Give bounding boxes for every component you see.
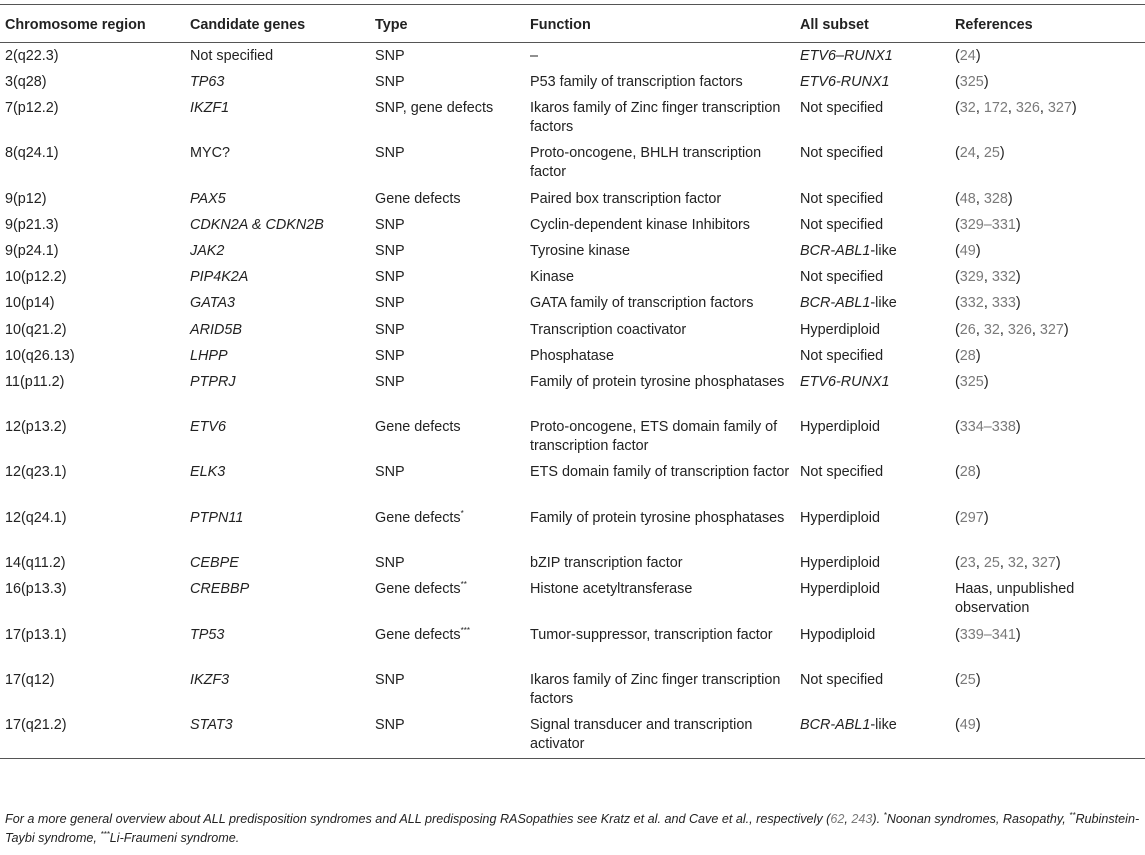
cell-all-subset	[800, 268, 950, 287]
reference-close-paren: )	[975, 243, 981, 259]
subset-italic-part: BCR-ABL1	[800, 295, 871, 311]
cell-function: Transcription coactivator	[530, 322, 687, 338]
reference-link: 25	[983, 145, 1000, 161]
footnote-reference-link: 243	[851, 812, 873, 826]
cell-type	[375, 347, 525, 366]
subset-text: ETV6-RUNX1	[800, 74, 890, 90]
cell-candidate-gene: PAX5	[190, 191, 226, 207]
cell-function: Tumor-suppressor, transcription factor	[530, 627, 773, 643]
reference-link: 333	[991, 295, 1016, 311]
cell-function: Proto-oncogene, ETS domain family of transcription factor	[530, 419, 778, 454]
reference-close-paren: )	[1015, 419, 1021, 435]
reference-link: 28	[959, 348, 976, 364]
cell-chromosome-region: 9(p21.3)	[5, 217, 59, 233]
reference-open-paren: (	[955, 374, 960, 390]
table-row	[0, 238, 1145, 264]
cell-type	[375, 554, 525, 573]
cell-all-subset	[800, 347, 950, 366]
type-text: SNP	[375, 243, 405, 259]
table-row	[0, 317, 1145, 343]
reference-link: 329	[959, 269, 984, 285]
table-header-row	[0, 5, 1145, 42]
cell-references	[955, 47, 1140, 66]
cell-all-subset	[800, 716, 950, 735]
footnote-mark: *	[883, 810, 887, 820]
cell-all-subset	[800, 144, 950, 163]
reference-open-paren: (	[955, 464, 960, 480]
cell-candidate-gene: LHPP	[190, 348, 228, 364]
reference-close-paren: )	[975, 672, 981, 688]
subset-suffix: -like	[870, 717, 897, 733]
type-text: SNP	[375, 322, 405, 338]
reference-open-paren: (	[955, 419, 960, 435]
cell-chromosome-region: 7(p12.2)	[5, 100, 59, 116]
cell-type	[375, 99, 525, 118]
table-row	[0, 505, 1145, 550]
type-text: SNP	[375, 269, 405, 285]
reference-separator: ,	[1007, 100, 1016, 116]
cell-all-subset	[800, 580, 950, 599]
cell-references	[955, 216, 1140, 235]
reference-link: 28	[959, 464, 976, 480]
reference-link: 325	[959, 74, 984, 90]
reference-text: Haas, unpublished observation	[955, 581, 1075, 616]
cell-all-subset	[800, 190, 950, 209]
table-row	[0, 414, 1145, 459]
cell-type	[375, 716, 525, 735]
reference-link: 327	[1047, 100, 1072, 116]
cell-candidate-gene: MYC?	[190, 145, 230, 161]
table-row	[0, 186, 1145, 212]
header-function: Function	[530, 17, 591, 33]
cell-candidate-gene: TP63	[190, 74, 225, 90]
footnote-text: For a more general overview about ALL predisposition syndromes and ALL predisposing RASopathies see Kratz et al. and Cave et al., respectively (	[5, 812, 831, 826]
table-row	[0, 290, 1145, 317]
reference-close-paren: )	[983, 74, 989, 90]
header-references: References	[955, 17, 1033, 33]
cell-function: Ikaros family of Zinc finger transcription factors	[530, 100, 781, 135]
reference-separator: ,	[1039, 100, 1048, 116]
subset-text: Not specified	[800, 464, 884, 480]
subset-text: Not specified	[800, 191, 884, 207]
footnote-reference-link: 62	[830, 812, 845, 826]
cell-candidate-gene: ETV6	[190, 419, 226, 435]
cell-all-subset	[800, 99, 950, 118]
cell-references	[955, 580, 1140, 618]
cell-chromosome-region: 2(q22.3)	[5, 48, 59, 64]
table-row	[0, 95, 1145, 140]
reference-separator: ,	[999, 555, 1008, 571]
cell-chromosome-region: 12(q23.1)	[5, 464, 67, 480]
cell-references	[955, 671, 1140, 690]
reference-close-paren: )	[1015, 295, 1021, 311]
cell-function: Tyrosine kinase	[530, 243, 630, 259]
subset-text: Not specified	[800, 672, 884, 688]
table-row	[0, 459, 1145, 505]
reference-separator: ,	[975, 191, 984, 207]
reference-link: 329–331	[959, 217, 1016, 233]
cell-chromosome-region: 16(p13.3)	[5, 581, 67, 597]
cell-candidate-gene: TP53	[190, 627, 225, 643]
cell-references	[955, 347, 1140, 366]
cell-function: Kinase	[530, 269, 575, 285]
cell-type	[375, 418, 525, 437]
reference-separator: ,	[975, 100, 984, 116]
cell-references	[955, 463, 1140, 482]
cell-all-subset	[800, 294, 950, 313]
type-footnote-mark: **	[460, 580, 467, 590]
header-type: Type	[375, 17, 408, 33]
subset-italic-part: BCR-ABL1	[800, 243, 871, 259]
footnote-note-text: Li-Fraumeni syndrome.	[109, 831, 240, 845]
reference-link: 25	[959, 672, 976, 688]
footnote-note-text: Noonan syndromes, Rasopathy,	[886, 812, 1070, 826]
cell-chromosome-region: 12(p13.2)	[5, 419, 67, 435]
cell-type	[375, 321, 525, 340]
cell-candidate-gene: PIP4K2A	[190, 269, 249, 285]
type-text: Gene defects	[375, 419, 461, 435]
reference-link: 327	[1031, 555, 1056, 571]
cell-candidate-gene: IKZF3	[190, 672, 230, 688]
cell-type	[375, 626, 525, 645]
reference-open-paren: (	[955, 555, 960, 571]
reference-link: 328	[983, 191, 1008, 207]
cell-all-subset	[800, 509, 950, 528]
cell-type	[375, 294, 525, 313]
footnote-refs	[830, 812, 872, 826]
subset-text: ETV6–RUNX1	[800, 48, 893, 64]
footnote-ref-separator: ,	[844, 812, 852, 826]
reference-open-paren: (	[955, 510, 960, 526]
cell-references	[955, 99, 1140, 118]
cell-candidate-gene: GATA3	[190, 295, 236, 311]
type-text: SNP	[375, 672, 405, 688]
reference-open-paren: (	[955, 295, 960, 311]
reference-open-paren: (	[955, 100, 960, 116]
cell-function: P53 family of transcription factors	[530, 74, 743, 90]
cell-type	[375, 73, 525, 92]
reference-link: 23	[959, 555, 976, 571]
cell-all-subset	[800, 216, 950, 235]
cell-type	[375, 509, 525, 528]
cell-references	[955, 190, 1140, 209]
cell-candidate-gene: IKZF1	[190, 100, 230, 116]
subset-text: Hyperdiploid	[800, 510, 880, 526]
reference-close-paren: )	[975, 717, 981, 733]
cell-references	[955, 268, 1140, 287]
reference-close-paren: )	[1015, 269, 1021, 285]
cell-function: Proto-oncogene, BHLH transcription factor	[530, 145, 762, 180]
reference-separator: ,	[1031, 322, 1040, 338]
subset-text: Hyperdiploid	[800, 419, 880, 435]
cell-chromosome-region: 17(p13.1)	[5, 627, 67, 643]
reference-open-paren: (	[955, 269, 960, 285]
reference-close-paren: )	[1055, 555, 1061, 571]
candidate-genes-table	[0, 4, 1145, 759]
reference-open-paren: (	[955, 145, 960, 161]
reference-link: 334–338	[959, 419, 1016, 435]
reference-link: 49	[959, 243, 976, 259]
cell-references	[955, 626, 1140, 645]
reference-close-paren: )	[975, 48, 981, 64]
reference-close-paren: )	[1015, 627, 1021, 643]
header-candidate-genes: Candidate genes	[190, 17, 306, 33]
cell-all-subset	[800, 626, 950, 645]
type-text: SNP	[375, 717, 405, 733]
type-text: Gene defects	[375, 627, 461, 643]
type-text: SNP	[375, 48, 405, 64]
footnote-mark: **	[1069, 810, 1076, 820]
cell-candidate-gene: CDKN2A & CDKN2B	[190, 217, 324, 233]
type-text: SNP	[375, 555, 405, 571]
reference-open-paren: (	[955, 74, 960, 90]
cell-all-subset	[800, 671, 950, 690]
cell-candidate-gene: ELK3	[190, 464, 226, 480]
cell-type	[375, 216, 525, 235]
cell-all-subset	[800, 321, 950, 340]
reference-link: 325	[959, 374, 984, 390]
reference-separator: ,	[999, 322, 1008, 338]
footnote-note-text: Rubinstein-Taybi syndrome,	[5, 812, 1140, 845]
cell-references	[955, 716, 1140, 735]
reference-open-paren: (	[955, 348, 960, 364]
cell-function: GATA family of transcription factors	[530, 295, 754, 311]
type-text: SNP	[375, 295, 405, 311]
reference-close-paren: )	[999, 145, 1005, 161]
reference-open-paren: (	[955, 48, 960, 64]
cell-function: –	[530, 48, 539, 64]
reference-link: 326	[1007, 322, 1032, 338]
cell-chromosome-region: 12(q24.1)	[5, 510, 67, 526]
cell-candidate-gene: Not specified	[190, 48, 274, 64]
cell-all-subset	[800, 418, 950, 437]
reference-link: 297	[959, 510, 984, 526]
cell-function: Histone acetyltransferase	[530, 581, 693, 597]
reference-separator: ,	[983, 295, 992, 311]
type-footnote-mark: ***	[460, 626, 470, 636]
reference-open-paren: (	[955, 191, 960, 207]
cell-function: bZIP transcription factor	[530, 555, 683, 571]
table-row	[0, 343, 1145, 369]
cell-chromosome-region: 17(q21.2)	[5, 717, 67, 733]
cell-type	[375, 463, 525, 482]
reference-link: 24	[959, 145, 976, 161]
cell-all-subset	[800, 373, 950, 392]
reference-link: 339–341	[959, 627, 1016, 643]
reference-link: 172	[983, 100, 1008, 116]
reference-link: 326	[1015, 100, 1040, 116]
reference-open-paren: (	[955, 717, 960, 733]
cell-chromosome-region: 11(p11.2)	[5, 374, 65, 390]
cell-chromosome-region: 10(q26.13)	[5, 348, 75, 364]
table-row	[0, 550, 1145, 576]
cell-chromosome-region: 10(q21.2)	[5, 322, 67, 338]
reference-close-paren: )	[1007, 191, 1013, 207]
type-text: Gene defects	[375, 191, 461, 207]
cell-chromosome-region: 8(q24.1)	[5, 145, 59, 161]
cell-function: Family of protein tyrosine phosphatases	[530, 374, 785, 390]
cell-function: Cyclin-dependent kinase Inhibitors	[530, 217, 750, 233]
cell-references	[955, 509, 1140, 528]
subset-text: Not specified	[800, 100, 884, 116]
subset-italic-part: BCR-ABL1	[800, 717, 871, 733]
reference-close-paren: )	[1015, 217, 1021, 233]
reference-close-paren: )	[975, 348, 981, 364]
cell-chromosome-region: 9(p12)	[5, 191, 47, 207]
cell-type	[375, 580, 525, 599]
cell-function: Family of protein tyrosine phosphatases	[530, 510, 785, 526]
type-text: SNP	[375, 374, 405, 390]
subset-text: Not specified	[800, 348, 884, 364]
reference-link: 327	[1039, 322, 1064, 338]
cell-chromosome-region: 3(q28)	[5, 74, 47, 90]
reference-close-paren: )	[1071, 100, 1077, 116]
cell-candidate-gene: STAT3	[190, 717, 233, 733]
reference-link: 332	[959, 295, 984, 311]
table-row	[0, 264, 1145, 290]
table-row	[0, 667, 1145, 712]
subset-text: ETV6-RUNX1	[800, 374, 890, 390]
type-text: Gene defects	[375, 581, 461, 597]
cell-candidate-gene: CREBBP	[190, 581, 250, 597]
table-bottom-rule	[0, 758, 1145, 759]
reference-open-paren: (	[955, 627, 960, 643]
reference-separator: ,	[975, 145, 984, 161]
reference-link: 24	[959, 48, 976, 64]
reference-close-paren: )	[983, 374, 989, 390]
reference-link: 32	[1007, 555, 1024, 571]
cell-type	[375, 190, 525, 209]
cell-candidate-gene: PTPRJ	[190, 374, 236, 390]
cell-type	[375, 242, 525, 261]
header-all-subset: All subset	[800, 17, 869, 33]
subset-text: Not specified	[800, 217, 884, 233]
header-chromosome-region: Chromosome region	[5, 17, 146, 33]
cell-chromosome-region: 9(p24.1)	[5, 243, 59, 259]
cell-type	[375, 144, 525, 163]
reference-close-paren: )	[1063, 322, 1069, 338]
table-row	[0, 576, 1145, 622]
cell-references	[955, 73, 1140, 92]
reference-open-paren: (	[955, 217, 960, 233]
subset-text: Hyperdiploid	[800, 581, 880, 597]
reference-open-paren: (	[955, 672, 960, 688]
cell-all-subset	[800, 73, 950, 92]
type-text: SNP	[375, 348, 405, 364]
cell-references	[955, 373, 1140, 392]
cell-candidate-gene: ARID5B	[190, 322, 242, 338]
table-row	[0, 140, 1145, 186]
type-text: SNP, gene defects	[375, 100, 494, 116]
cell-chromosome-region: 14(q11.2)	[5, 555, 66, 571]
footnote-close: ).	[872, 812, 884, 826]
cell-function: ETS domain family of transcription factor	[530, 464, 790, 480]
cell-candidate-gene: CEBPE	[190, 555, 239, 571]
reference-link: 25	[983, 555, 1000, 571]
type-text: SNP	[375, 74, 405, 90]
cell-all-subset	[800, 554, 950, 573]
reference-open-paren: (	[955, 243, 960, 259]
table-row	[0, 622, 1145, 667]
cell-references	[955, 294, 1140, 313]
cell-references	[955, 418, 1140, 437]
cell-references	[955, 242, 1140, 261]
cell-type	[375, 373, 525, 392]
table-row	[0, 69, 1145, 95]
cell-chromosome-region: 10(p12.2)	[5, 269, 67, 285]
cell-type	[375, 47, 525, 66]
type-footnote-mark: *	[460, 509, 464, 519]
cell-references	[955, 321, 1140, 340]
subset-text: Hyperdiploid	[800, 322, 880, 338]
table-body	[0, 43, 1145, 758]
subset-text: Hyperdiploid	[800, 555, 880, 571]
reference-close-paren: )	[975, 464, 981, 480]
type-text: SNP	[375, 217, 405, 233]
cell-all-subset	[800, 242, 950, 261]
subset-text: Not specified	[800, 145, 884, 161]
table-footnote	[5, 810, 1140, 848]
reference-link: 332	[991, 269, 1016, 285]
footnote-mark: ***	[100, 829, 110, 839]
cell-references	[955, 554, 1140, 573]
cell-references	[955, 144, 1140, 163]
cell-chromosome-region: 17(q12)	[5, 672, 55, 688]
cell-function: Ikaros family of Zinc finger transcription factors	[530, 672, 781, 707]
cell-function: Signal transducer and transcription activator	[530, 717, 753, 752]
reference-link: 26	[959, 322, 976, 338]
table-row	[0, 43, 1145, 69]
cell-all-subset	[800, 463, 950, 482]
subset-suffix: -like	[870, 243, 897, 259]
reference-separator: ,	[975, 322, 984, 338]
reference-separator: ,	[983, 269, 992, 285]
cell-type	[375, 268, 525, 287]
cell-all-subset	[800, 47, 950, 66]
reference-open-paren: (	[955, 322, 960, 338]
cell-candidate-gene: JAK2	[190, 243, 225, 259]
table-row	[0, 212, 1145, 238]
table-row	[0, 369, 1145, 414]
reference-separator: ,	[1023, 555, 1032, 571]
reference-close-paren: )	[983, 510, 989, 526]
cell-function: Paired box transcription factor	[530, 191, 722, 207]
cell-type	[375, 671, 525, 690]
subset-text: Not specified	[800, 269, 884, 285]
type-text: Gene defects	[375, 510, 461, 526]
cell-candidate-gene: PTPN11	[190, 510, 244, 526]
reference-link: 49	[959, 717, 976, 733]
reference-link: 32	[983, 322, 1000, 338]
subset-text: Hypodiploid	[800, 627, 876, 643]
table-row	[0, 712, 1145, 758]
cell-chromosome-region: 10(p14)	[5, 295, 55, 311]
reference-link: 48	[959, 191, 976, 207]
cell-function: Phosphatase	[530, 348, 615, 364]
subset-suffix: -like	[870, 295, 897, 311]
reference-link: 32	[959, 100, 976, 116]
type-text: SNP	[375, 464, 405, 480]
type-text: SNP	[375, 145, 405, 161]
reference-separator: ,	[975, 555, 984, 571]
